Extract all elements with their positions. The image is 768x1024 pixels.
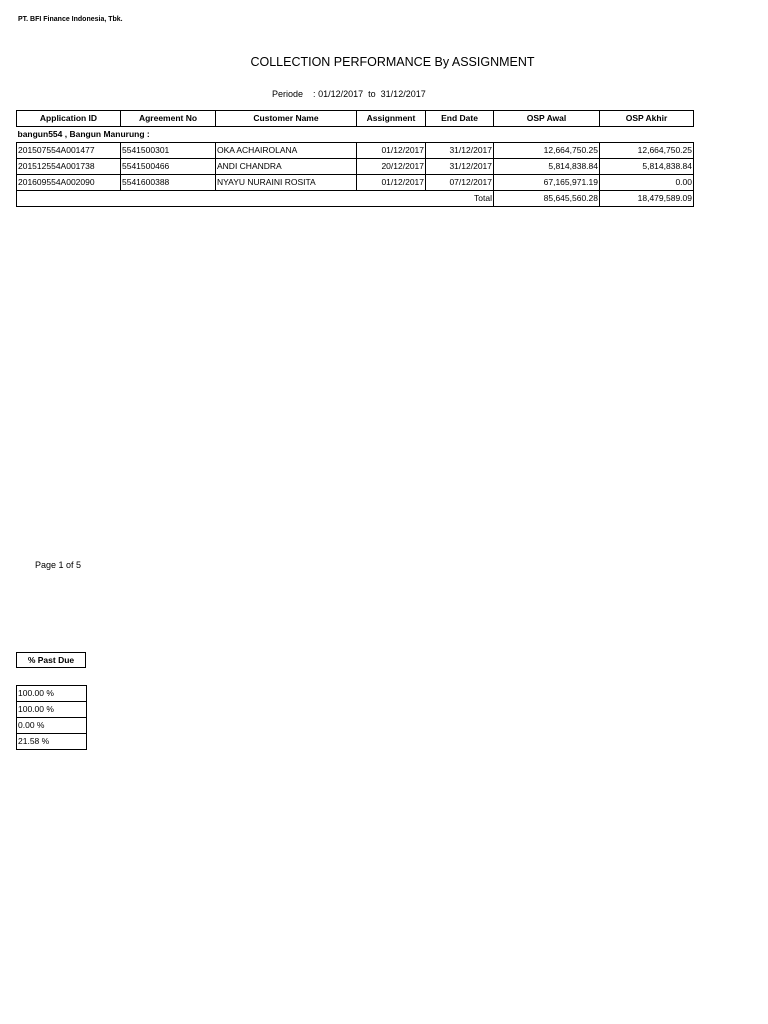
report-title: COLLECTION PERFORMANCE By ASSIGNMENT [250, 55, 535, 69]
period-to-word: to [368, 89, 376, 99]
cell-osp-awal: 5,814,838.84 [494, 159, 600, 175]
past-due-table [16, 685, 87, 750]
cell-assignment: 01/12/2017 [357, 143, 426, 159]
cell-osp-akhir: 0.00 [600, 175, 694, 191]
cell-application-id: 201512554A001738 [17, 159, 121, 175]
period-separator: : [313, 89, 316, 99]
report-period [272, 89, 426, 99]
total-label: Total [426, 191, 494, 207]
cell-osp-akhir: 5,814,838.84 [600, 159, 694, 175]
cell-customer-name: OKA ACHAIROLANA [216, 143, 357, 159]
total-osp-awal: 85,645,560.28 [494, 191, 600, 207]
past-due-value: 0.00 % [17, 718, 87, 734]
cell-application-id: 201507554A001477 [17, 143, 121, 159]
cell-agreement-no: 5541500301 [121, 143, 216, 159]
col-header-agreement-no: Agreement No [121, 111, 216, 127]
period-label: Periode [272, 89, 304, 99]
cell-agreement-no: 5541500466 [121, 159, 216, 175]
table-header-row [17, 111, 694, 127]
col-header-customer-name: Customer Name [216, 111, 357, 127]
col-header-end-date: End Date [426, 111, 494, 127]
past-due-value: 21.58 % [17, 734, 87, 750]
table-row [17, 143, 694, 159]
cell-application-id: 201609554A002090 [17, 175, 121, 191]
group-label: bangun554 , Bangun Manurung : [17, 127, 694, 143]
total-row [17, 191, 694, 207]
col-header-application-id: Application ID [17, 111, 121, 127]
cell-osp-akhir: 12,664,750.25 [600, 143, 694, 159]
table-row [17, 686, 87, 702]
company-name: PT. BFI Finance Indonesia, Tbk. [18, 16, 123, 23]
total-spacer [17, 191, 426, 207]
cell-osp-awal: 67,165,971.19 [494, 175, 600, 191]
col-header-osp-awal: OSP Awal [494, 111, 600, 127]
col-header-assignment: Assignment [357, 111, 426, 127]
col-header-osp-akhir: OSP Akhir [600, 111, 694, 127]
period-to: 31/12/2017 [380, 89, 426, 99]
collection-table [16, 110, 694, 207]
page-number: Page 1 of 5 [35, 560, 82, 570]
cell-osp-awal: 12,664,750.25 [494, 143, 600, 159]
cell-agreement-no: 5541600388 [121, 175, 216, 191]
past-due-header: % Past Due [16, 652, 86, 668]
cell-end-date: 07/12/2017 [426, 175, 494, 191]
past-due-value: 100.00 % [17, 686, 87, 702]
cell-end-date: 31/12/2017 [426, 159, 494, 175]
group-row [17, 127, 694, 143]
cell-assignment: 20/12/2017 [357, 159, 426, 175]
total-osp-akhir: 18,479,589.09 [600, 191, 694, 207]
table-row [17, 159, 694, 175]
past-due-value: 100.00 % [17, 702, 87, 718]
cell-customer-name: NYAYU NURAINI ROSITA [216, 175, 357, 191]
cell-end-date: 31/12/2017 [426, 143, 494, 159]
cell-customer-name: ANDI CHANDRA [216, 159, 357, 175]
period-from: 01/12/2017 [318, 89, 364, 99]
table-row [17, 718, 87, 734]
table-row [17, 702, 87, 718]
table-row [17, 175, 694, 191]
table-row [17, 734, 87, 750]
cell-assignment: 01/12/2017 [357, 175, 426, 191]
